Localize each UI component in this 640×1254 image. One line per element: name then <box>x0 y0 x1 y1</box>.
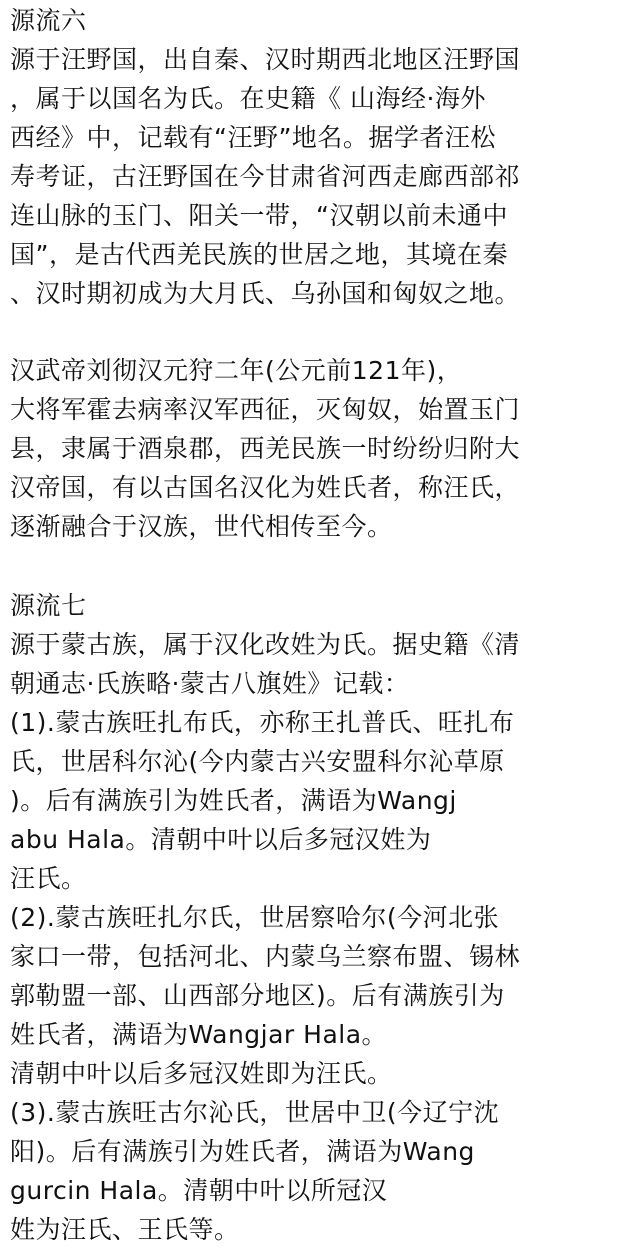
text-line: 国”，是古代西羌民族的世居之地，其境在秦 <box>10 240 508 269</box>
text-line: 西经》中，记载有“汪野”地名。据学者汪松 <box>10 123 496 152</box>
text-line: 源于汪野国，出自秦、汉时期西北地区汪野国 <box>10 45 521 74</box>
text-line: 汪氏。 <box>10 864 87 893</box>
text-line: 姓为汪氏、王氏等。 <box>10 1215 240 1244</box>
text-line: 、汉时期初成为大月氏、乌孙国和匈奴之地。 <box>10 279 521 308</box>
text-line: )。后有满族引为姓氏者，满语为Wangj <box>10 786 457 815</box>
text-line: 县，隶属于酒泉郡，西羌民族一时纷纷归附大 <box>10 434 521 463</box>
text-line: 大将军霍去病率汉军西征，灭匈奴，始置玉门 <box>10 395 521 424</box>
text-line: 逐渐融合于汉族，世代相传至今。 <box>10 512 393 541</box>
text-line: 连山脉的玉门、阳关一带，“汉朝以前未通中 <box>10 201 508 230</box>
section-heading-source-7: 源流七 <box>10 591 87 620</box>
text-line: 朝通志·氏族略·蒙古八旗姓》记载： <box>10 669 410 698</box>
section-heading-source-6: 源流六 <box>10 6 87 35</box>
text-line: 姓氏者，满语为Wangjar Hala。 <box>10 1020 388 1049</box>
text-line: 清朝中叶以后多冠汉姓即为汪氏。 <box>10 1059 393 1088</box>
text-line: 汉帝国，有以古国名汉化为姓氏者，称汪氏， <box>10 473 521 502</box>
text-line: 阳)。后有满族引为姓氏者，满语为Wang <box>10 1137 475 1166</box>
text-line: 源于蒙古族，属于汉化改姓为氏。据史籍《清 <box>10 630 521 659</box>
text-line: 家口一带，包括河北、内蒙乌兰察布盟、锡林 <box>10 942 521 971</box>
text-line: ，属于以国名为氏。在史籍《 山海经·海外 <box>10 84 486 113</box>
text-line: 氏，世居科尔沁(今内蒙古兴安盟科尔沁草原 <box>10 747 505 776</box>
text-line: abu Hala。清朝中叶以后多冠汉姓为 <box>10 825 432 854</box>
text-line: 汉武帝刘彻汉元狩二年(公元前121年)， <box>10 356 463 385</box>
text-line: gurcin Hala。清朝中叶以所冠汉 <box>10 1176 388 1205</box>
text-line: 郭勒盟一部、山西部分地区)。后有满族引为 <box>10 981 505 1010</box>
text-line: (2).蒙古族旺扎尔氏，世居察哈尔(今河北张 <box>10 903 500 932</box>
text-line: (1).蒙古族旺扎布氏，亦称王扎普氏、旺扎布 <box>10 708 515 737</box>
text-line: 寿考证，古汪野国在今甘肃省河西走廊西部祁 <box>10 162 521 191</box>
text-line: (3).蒙古族旺古尔沁氏，世居中卫(今辽宁沈 <box>10 1098 500 1127</box>
